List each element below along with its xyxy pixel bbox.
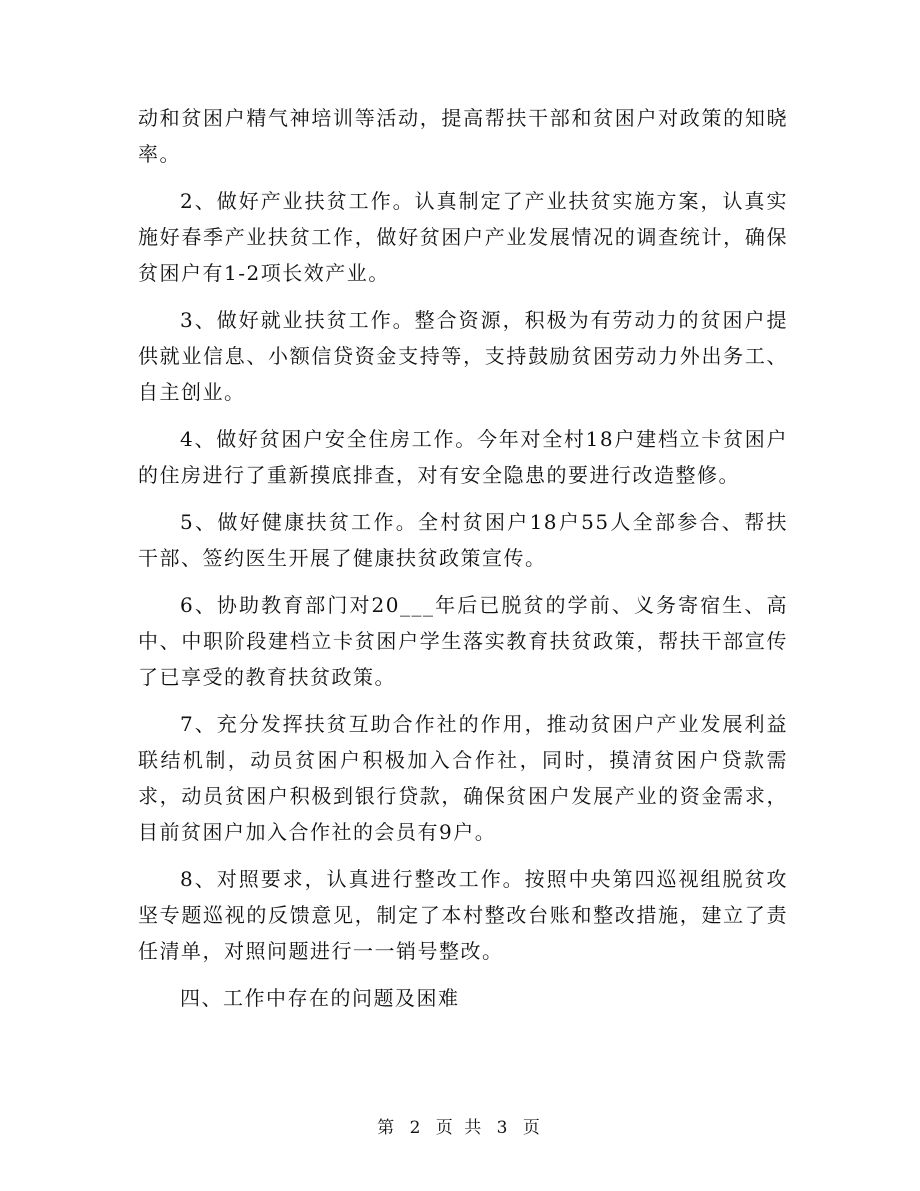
footer-page-number: 2: [409, 1118, 424, 1138]
paragraph-item-7: 7、充分发挥扶贫互助合作社的作用，推动贫困户产业发展利益联结机制，动员贫困户积极加入合作社，同时，摸清贫困户贷款需求，动员贫困户积极到银行贷款，确保贫困户发展产业的资金需求，目前贫困户加入合作社的会员有9户。: [138, 712, 788, 844]
paragraph-item-2: 2、做好产业扶贫工作。认真制定了产业扶贫实施方案，认真实施好春季产业扶贫工作，做好贫困户产业发展情况的调查统计，确保贫困户有1-2项长效产业。: [138, 189, 788, 285]
paragraph-item-3: 3、做好就业扶贫工作。整合资源，积极为有劳动力的贫困户提供就业信息、小额信贷资金支持等，支持鼓励贫困劳动力外出务工、自主创业。: [138, 308, 788, 404]
document-body: [138, 100, 788, 1027]
footer-total-pages: 3: [496, 1118, 511, 1138]
paragraph-item-6: 6、协助教育部门对20___年后已脱贫的学前、义务寄宿生、高中、中职阶段建档立卡贫困户学生落实教育扶贫政策，帮扶干部宣传了已享受的教育扶贫政策。: [138, 593, 788, 689]
page-footer: [0, 1113, 920, 1138]
footer-middle: 页 共: [435, 1118, 485, 1138]
paragraph-item-4: 4、做好贫困户安全住房工作。今年对全村18户建档立卡贫困户的住房进行了重新摸底排查，对有安全隐患的要进行改造整修。: [138, 427, 788, 487]
paragraph-item-8: 8、对照要求，认真进行整改工作。按照中央第四巡视组脱贫攻坚专题巡视的反馈意见，制定了本村整改台账和整改措施，建立了责任清单，对照问题进行一一销号整改。: [138, 867, 788, 963]
paragraph-continuation: 动和贫困户精气神培训等活动，提高帮扶干部和贫困户对政策的知晓率。: [138, 106, 788, 166]
section-heading: 四、工作中存在的问题及困难: [180, 986, 460, 1010]
footer-suffix: 页: [522, 1118, 543, 1138]
paragraph-item-5: 5、做好健康扶贫工作。全村贫困户18户55人全部参合、帮扶干部、签约医生开展了健康扶贫政策宣传。: [138, 510, 788, 570]
footer-prefix: 第: [377, 1118, 398, 1138]
